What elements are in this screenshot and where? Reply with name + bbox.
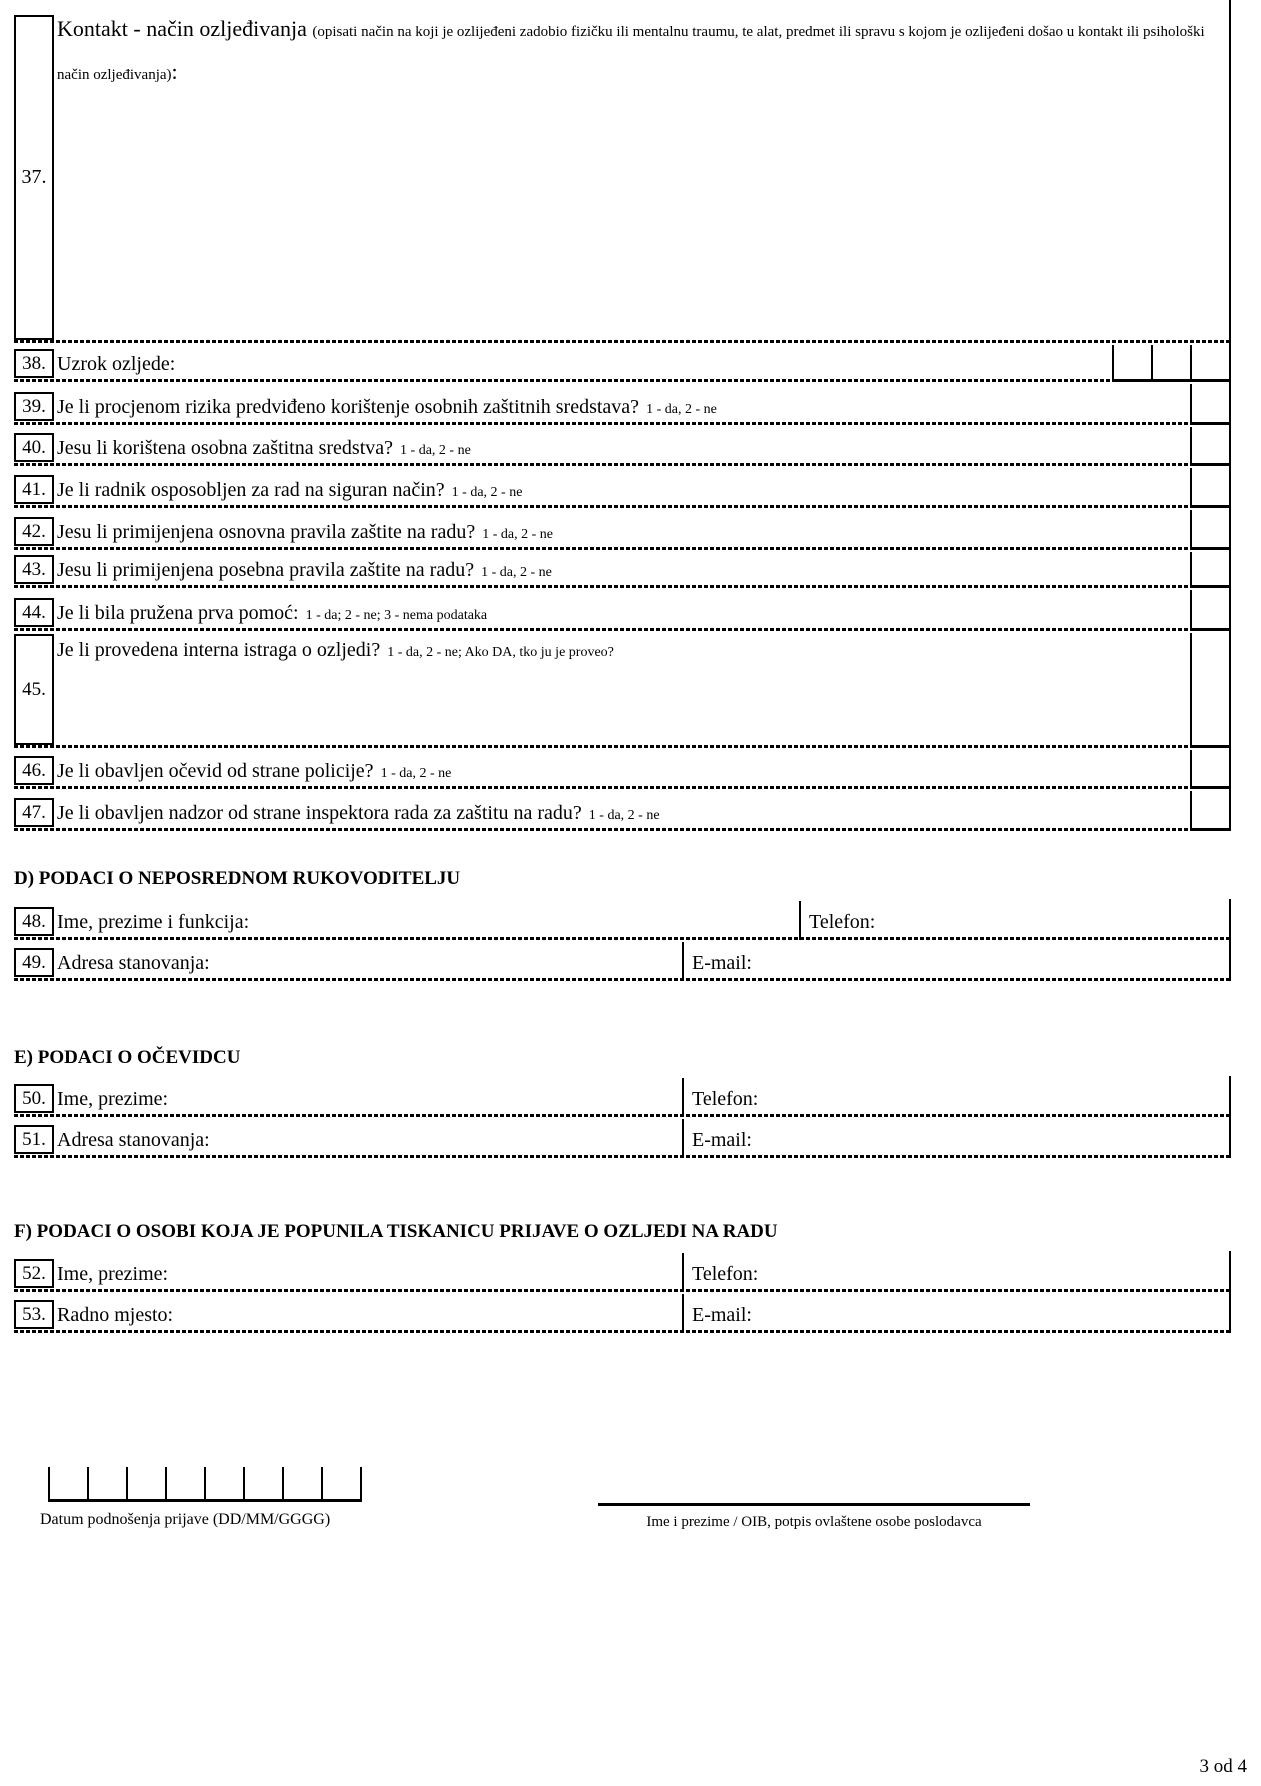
row-37-title: Kontakt - način ozljeđivanja (57, 16, 313, 41)
row-label: Adresa stanovanja: (57, 952, 210, 974)
row-answer-key: 1 - da, 2 - ne (451, 485, 523, 500)
row-43-question (14, 550, 1231, 588)
row-answer-key: 1 - da, 2 - ne (400, 443, 471, 458)
row-answer-key: 1 - da, 2 - ne (482, 527, 553, 542)
row-37-text (57, 8, 1221, 94)
row-label: Je li procjenom rizika predviđeno korištenje osobnih zaštitnih sredstava? (57, 396, 640, 418)
row-40-question (14, 425, 1231, 466)
date-digit-cell[interactable] (321, 1467, 362, 1499)
row-answer-key: 1 - da, 2 - ne (588, 808, 660, 823)
row-answer-key: 1 - da, 2 - ne (481, 565, 552, 580)
row-39-question (14, 382, 1231, 425)
row-number-box: 40. (14, 433, 54, 462)
signature-line[interactable] (598, 1503, 1030, 1506)
row-answer-key: 1 - da, 2 - ne (646, 402, 717, 417)
email-field-label: E-mail: (682, 1294, 752, 1333)
row-50-witness-name (14, 1076, 1231, 1117)
row-number-box: 53. (14, 1300, 54, 1329)
submission-date-block (40, 1467, 362, 1529)
row-answer-key: 1 - da, 2 - ne; Ako DA, tko ju je proveo? (387, 645, 614, 660)
row-44-question (14, 588, 1231, 631)
code-boxes (1190, 791, 1229, 831)
row-label: Je li radnik osposobljen za rad na siguran način? (57, 479, 445, 501)
date-digit-cell[interactable] (243, 1467, 282, 1499)
row-number-box: 47. (14, 798, 54, 827)
code-cell[interactable] (1151, 345, 1190, 379)
row-number-box: 44. (14, 598, 54, 627)
code-boxes (1190, 384, 1229, 425)
row-37-contact-description (14, 0, 1231, 343)
row-41-question (14, 466, 1231, 508)
row-37-subtitle: (opisati način na koji je ozlijeđeni zadobio fizičku ili mentalnu traumu, te alat, predmet ili spravu s kojom je ozlijeđeni došao u kontakt ili psihološki način ozljeđivanja) (57, 24, 1205, 83)
row-number-box: 50. (14, 1084, 54, 1113)
row-label: Je li obavljen nadzor od strane inspektora rada za zaštitu na radu? (57, 802, 582, 824)
code-boxes (1190, 750, 1229, 789)
row-label: Jesu li primijenjena posebna pravila zaštite na radu? (57, 559, 475, 581)
date-digit-cell[interactable] (282, 1467, 321, 1499)
row-number-box: 39. (14, 392, 54, 421)
code-cell[interactable] (1190, 590, 1229, 628)
code-cell[interactable] (1112, 345, 1151, 379)
section-e-heading: E) PODACI O OČEVIDCU (14, 1047, 241, 1068)
row-48-supervisor-name (14, 899, 1231, 940)
row-number-box: 37. (14, 15, 54, 340)
section-f-heading: F) PODACI O OSOBI KOJA JE POPUNILA TISKANICU PRIJAVE O OZLJEDI NA RADU (14, 1221, 778, 1242)
code-boxes (1190, 633, 1229, 748)
section-d-heading: D) PODACI O NEPOSREDNOM RUKOVODITELJU (14, 868, 461, 889)
date-digit-cell[interactable] (165, 1467, 204, 1499)
row-label: Ime, prezime i funkcija: (57, 911, 250, 933)
row-number-box: 42. (14, 517, 54, 546)
row-answer-key: 1 - da; 2 - ne; 3 - nema podataka (305, 608, 488, 623)
date-digit-cell[interactable] (87, 1467, 126, 1499)
row-45-internal-investigation (14, 631, 1231, 748)
row-number-box: 52. (14, 1259, 54, 1288)
row-42-question (14, 508, 1231, 550)
signature-block (598, 1503, 1030, 1531)
page-number: 3 od 4 (1199, 1756, 1247, 1777)
row-number-box: 49. (14, 948, 54, 977)
row-number-box: 38. (14, 349, 54, 378)
row-number-box: 51. (14, 1125, 54, 1154)
row-label: Ime, prezime: (57, 1263, 169, 1285)
code-boxes (1190, 552, 1229, 588)
code-cell[interactable] (1190, 510, 1229, 547)
row-answer-key: 1 - da, 2 - ne (380, 766, 452, 781)
section-d-table (14, 899, 1231, 981)
row-label: Je li obavljen očevid od strane policije? (57, 760, 374, 782)
row-51-witness-address (14, 1117, 1231, 1158)
row-label: Adresa stanovanja: (57, 1129, 210, 1151)
row-number-box: 41. (14, 475, 54, 504)
row-label: Je li provedena interna istraga o ozljedi? (57, 639, 381, 661)
code-boxes (1112, 345, 1229, 382)
code-cell[interactable] (1190, 552, 1229, 585)
code-cell[interactable] (1190, 384, 1229, 422)
email-field-label: E-mail: (682, 942, 752, 981)
date-digit-cell[interactable] (126, 1467, 165, 1499)
main-question-table (14, 0, 1231, 831)
code-cell[interactable] (1190, 468, 1229, 505)
date-comb (48, 1467, 362, 1502)
date-digit-cell[interactable] (48, 1467, 87, 1499)
row-number-box: 43. (14, 555, 54, 584)
row-label: Jesu li primijenjena osnovna pravila zaštite na radu? (57, 521, 476, 543)
signature-label: Ime i prezime / OIB, potpis ovlaštene osobe poslodavca (646, 1514, 982, 1530)
phone-field-label: Telefon: (799, 901, 875, 940)
row-number-box: 46. (14, 756, 54, 785)
code-boxes (1190, 427, 1229, 466)
row-47-question (14, 789, 1231, 831)
row-label: Ime, prezime: (57, 1088, 169, 1110)
email-field-label: E-mail: (682, 1119, 752, 1158)
row-52-filler-name (14, 1251, 1231, 1292)
code-cell[interactable] (1190, 791, 1229, 828)
code-boxes (1190, 468, 1229, 508)
code-boxes (1190, 510, 1229, 550)
row-53-filler-workplace (14, 1292, 1231, 1333)
date-digit-cell[interactable] (204, 1467, 243, 1499)
code-cell[interactable] (1190, 427, 1229, 463)
row-37-colon: : (171, 58, 178, 84)
phone-field-label: Telefon: (682, 1253, 758, 1292)
code-cell[interactable] (1190, 633, 1229, 745)
row-number-box: 48. (14, 907, 54, 936)
row-number-box: 45. (14, 634, 54, 745)
row-label: Je li bila pružena prva pomoć: (57, 602, 299, 624)
code-boxes (1190, 590, 1229, 631)
phone-field-label: Telefon: (682, 1078, 758, 1117)
row-46-question (14, 748, 1231, 789)
row-38-cause-of-injury (14, 343, 1231, 382)
row-49-supervisor-address (14, 940, 1231, 981)
row-label: Radno mjesto: (57, 1304, 174, 1326)
section-e-table (14, 1076, 1231, 1158)
code-cell[interactable] (1190, 345, 1229, 379)
code-cell[interactable] (1190, 750, 1229, 786)
section-f-table (14, 1251, 1231, 1333)
date-label: Datum podnošenja prijave (DD/MM/GGGG) (40, 1511, 331, 1528)
row-label: Uzrok ozljede: (57, 353, 176, 375)
row-label: Jesu li korištena osobna zaštitna sredstva? (57, 437, 394, 459)
